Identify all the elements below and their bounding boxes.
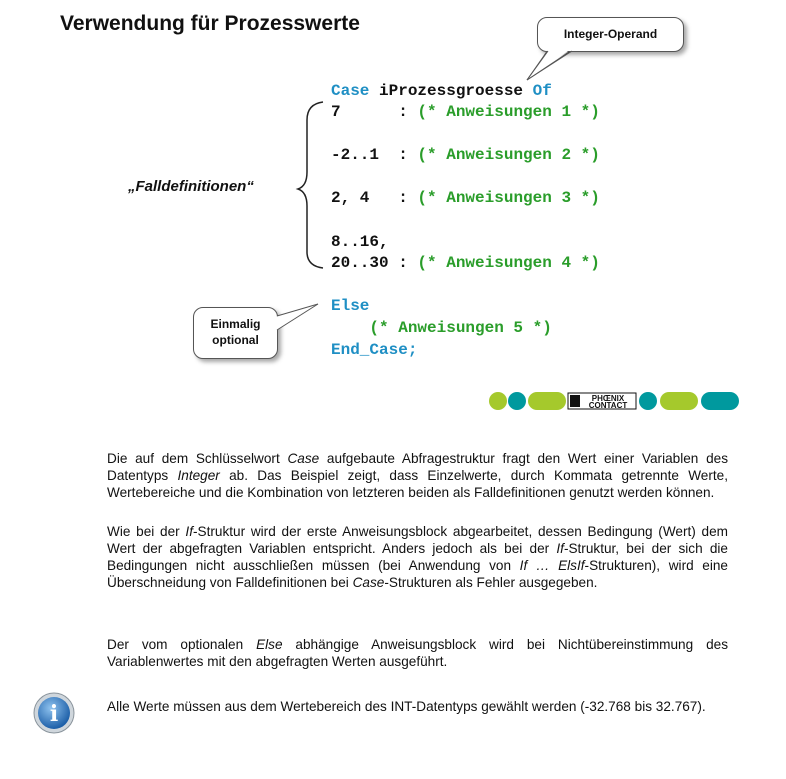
end-case-keyword: End_Case; <box>331 341 418 359</box>
p1-text-b: Case <box>287 451 320 466</box>
phoenix-contact-logo <box>488 390 748 414</box>
p3-text-c: abhängige Anweisungsblock wird bei Nichtübereinstimmung des Variablenwertes mit den abgefragten Werten ausgeführt. <box>107 637 728 669</box>
selector-3: 2, 4 : <box>331 189 418 207</box>
of-keyword: Of <box>532 82 552 100</box>
p2-text-h: Case <box>352 575 385 590</box>
paragraph-3 <box>107 636 728 670</box>
p1-text-a: Die auf dem Schlüsselwort <box>107 451 288 466</box>
einmalig-text: Einmalig <box>210 317 261 331</box>
p1-text-d: Integer <box>177 468 220 483</box>
selector-4a: 8..16, <box>331 233 389 251</box>
logo-text-phoenix: PHŒNIX <box>591 394 625 403</box>
comment-2: (* Anweisungen 2 *) <box>417 146 600 164</box>
selector-4b: 20..30 : <box>331 254 418 272</box>
comment-5: (* Anweisungen 5 *) <box>331 319 552 337</box>
selector-2: -2..1 : <box>331 146 418 164</box>
info-icon <box>32 691 76 735</box>
p2-text-a: Wie bei der <box>107 524 186 539</box>
optional-text: optional <box>212 333 259 347</box>
paragraph-2 <box>107 523 728 591</box>
case-variable: iProzessgroesse <box>369 82 533 100</box>
p1-text-c: aufgebaute Abfragestruktur fragt den Wert einer Variablen des Datentyps <box>107 451 728 483</box>
p3-text-b: Else <box>256 637 283 652</box>
p2-text-f: If … ElsIf <box>519 558 585 573</box>
p2-text-i: -Strukturen als Fehler ausgegeben. <box>384 575 598 590</box>
comment-4: (* Anweisungen 4 *) <box>417 254 600 272</box>
p2-text-b: If <box>185 524 193 539</box>
logo-text-contact: CONTACT <box>588 401 628 410</box>
integer-operand-text: Integer-Operand <box>563 27 658 41</box>
page-title: Verwendung für Prozesswerte <box>60 12 360 35</box>
p3-text-a: Der vom optionalen <box>107 637 257 652</box>
info-letter: i <box>49 701 59 727</box>
selector-1: 7 : <box>331 103 418 121</box>
case-keyword: Case <box>331 82 370 100</box>
p1-text-e: ab. Das Beispiel zeigt, dass Einzelwerte, durch Kommata getrennte Werte, Wertebereiche und die Kombination von letzteren beiden als Falldefinitionen genutzt werden können. <box>107 468 728 500</box>
paragraph-4-note: Alle Werte müssen aus dem Wertebereich des INT-Datentyps gewählt werden (-32.768 bis 32.767). <box>107 699 706 714</box>
p2-text-g: -Strukturen), wird eine Überschneidung von Falldefinitionen bei <box>107 558 728 590</box>
comment-1: (* Anweisungen 1 *) <box>417 103 600 121</box>
comment-3: (* Anweisungen 3 *) <box>417 189 600 207</box>
paragraph-1 <box>107 450 728 501</box>
falldefinitionen-label: „Falldefinitionen“ <box>128 178 254 195</box>
else-keyword: Else <box>331 297 370 315</box>
p2-text-d: If <box>556 541 564 556</box>
p2-text-e: -Struktur, bei der sich die Bedingungen nicht ausschließen müssen (bei Anwendung von <box>107 541 728 573</box>
p2-text-c: -Struktur wird der erste Anweisungsblock abgearbeitet, dessen Bedingung (Wert) dem Wert der abgefragten Variablen entspricht. Anders jedoch als bei der <box>107 524 728 556</box>
